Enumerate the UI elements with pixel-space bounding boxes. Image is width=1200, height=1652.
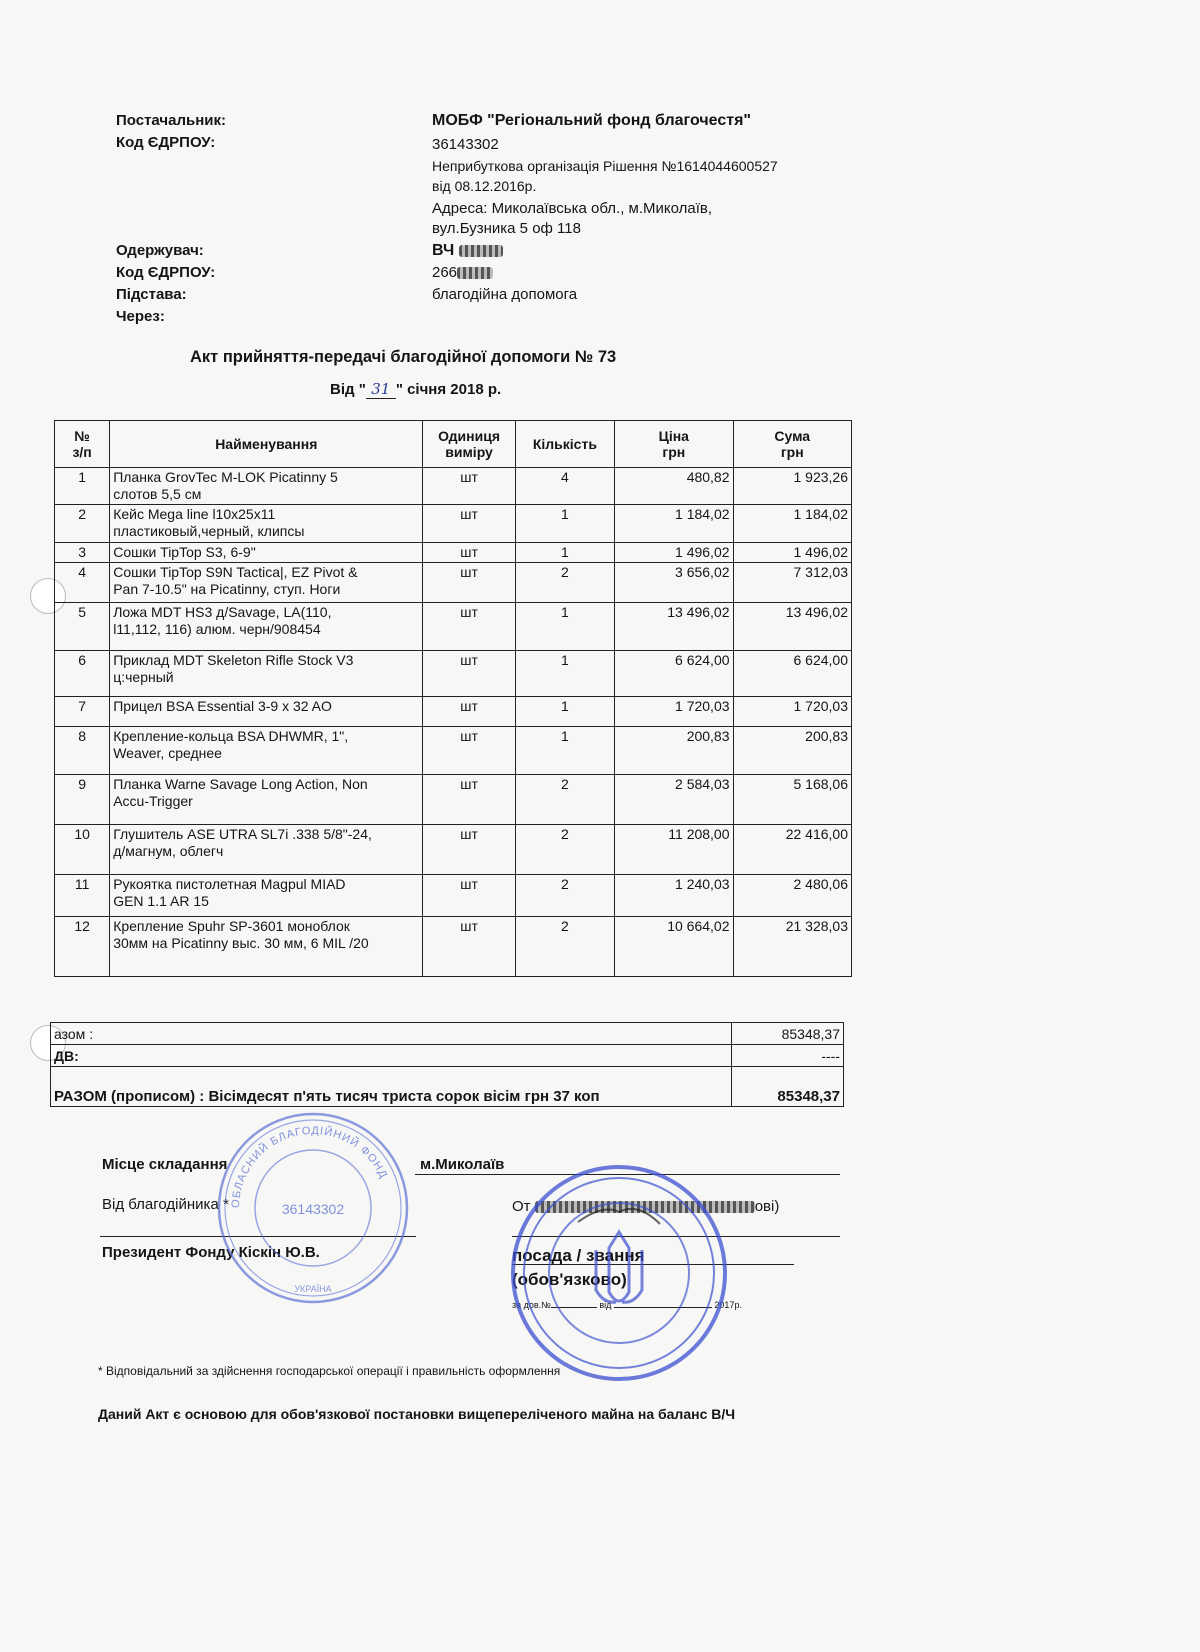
row-sum: 1 720,03 [733,697,851,727]
act-title: Акт прийняття-передачі благодійної допомоги № 73 [190,348,617,366]
totals-table [50,1022,844,1107]
row-price: 480,82 [615,468,733,505]
row-quantity: 1 [515,603,614,651]
header-price-2: грн [662,444,686,460]
redacted-mark [457,267,493,279]
header-qty: Кількість [515,421,614,468]
row-name [110,697,423,727]
row-name-line-1: Сошки TipTop S9N Tactica|, EZ Pivot & [113,564,358,580]
row-name-line-1: Ложа MDT HS3 д/Savage, LA(110, [113,604,332,620]
row-name-line-1: Кейс Mega line l10x25x11 [113,506,276,522]
row-name-line-2: ц:черный [113,669,174,685]
row-price: 1 496,02 [615,543,733,563]
row-name-line-1: Планка GrovTec M-LOK Picatinny 5 [113,469,338,485]
table-header-row [55,421,852,468]
dov-year: 2017р. [714,1300,742,1310]
act-date [330,380,501,399]
row-name [110,603,423,651]
header-num [55,421,110,468]
row-unit: шт [423,468,515,505]
row-sum: 22 416,00 [733,825,851,875]
recipient-name-text: ВЧ [432,242,455,259]
row-sum: 21 328,03 [733,917,851,977]
row-number: 1 [55,468,110,505]
supplier-note-1: Неприбуткова організація Рішення №1614044600527 [432,158,778,174]
row-price: 2 584,03 [615,775,733,825]
table-row [55,775,852,825]
row-unit: шт [423,825,515,875]
row-name-line-2: GEN 1.1 AR 15 [113,893,209,909]
trident-icon [596,1232,642,1302]
row-name-line-1: Прицел BSA Essential 3-9 x 32 AO [113,698,332,714]
table-row [55,603,852,651]
row-name-line-2: 30мм на Picatinny выс. 30 мм, 6 MIL /20 [113,935,369,951]
row-unit: шт [423,543,515,563]
stamp-ring-text: ОБЛАСНИЙ БЛАГОДІЙНИЙ ФОНД [229,1124,390,1209]
row-price: 10 664,02 [615,917,733,977]
row-number: 6 [55,651,110,697]
row-unit: шт [423,505,515,543]
recipient-code-label: Код ЄДРПОУ: [116,264,216,281]
row-unit: шт [423,875,515,917]
recipient-label: Одержувач: [116,242,204,259]
row-quantity: 1 [515,543,614,563]
footnote: * Відповідальний за здійснення господарської операції і правильність оформлення [98,1364,561,1378]
supplier-code: 36143302 [432,136,499,153]
row-name [110,468,423,505]
row-name-line-1: Сошки TipTop S3, 6-9" [113,544,256,560]
row-unit: шт [423,603,515,651]
place-value: м.Миколаїв [420,1156,505,1173]
row-number: 12 [55,917,110,977]
totals-row-words [51,1067,844,1107]
razom-label: азом : [51,1023,732,1045]
row-name-line-2: Weaver, среднее [113,745,222,761]
basis-label: Підстава: [116,286,187,303]
row-number: 10 [55,825,110,875]
totals-row-pdv [51,1045,844,1067]
row-name-line-2: д/магнум, облегч [113,843,224,859]
table-row [55,875,852,917]
row-name-line-2: Pan 7-10.5" на Picatinny, ступ. Ноги [113,581,341,597]
via-label: Через: [116,308,165,325]
row-name [110,917,423,977]
act-date-day: 31 [366,380,396,399]
row-price: 200,83 [615,727,733,775]
supplier-note-2: від 08.12.2016р. [432,178,537,194]
stamp-bottom-text: УКРАЇНА [294,1284,332,1294]
act-date-suffix: " січня 2018 р. [395,381,502,398]
unit-stamp [508,1162,730,1384]
act-date-prefix: Від " [330,381,366,398]
row-quantity: 4 [515,468,614,505]
row-number: 4 [55,563,110,603]
redacted-mark [459,245,503,257]
table-row [55,917,852,977]
row-name-line-1: Крепление Spuhr SP-3601 моноблок [113,918,350,934]
header-price [615,421,733,468]
row-name-line-1: Планка Warne Savage Long Action, Non [113,776,368,792]
signature-scribble [578,1209,660,1224]
row-number: 11 [55,875,110,917]
position-required: (обов'язково) [512,1270,627,1289]
row-sum: 5 168,06 [733,775,851,825]
row-unit: шт [423,917,515,977]
row-name [110,543,423,563]
row-name-line-2: l11,112, 116) алюм. черн/908454 [113,621,321,637]
row-name [110,775,423,825]
table-row [55,468,852,505]
row-sum: 200,83 [733,727,851,775]
header-sum [733,421,851,468]
table-row [55,825,852,875]
row-name-line-1: Глушитель ASE UTRA SL7i .338 5/8"-24, [113,826,372,842]
table-row [55,651,852,697]
row-number: 3 [55,543,110,563]
row-name-line-1: Рукоятка пистолетная Magpul MIAD [113,876,346,892]
words-label: РАЗОМ (прописом) : Вісімдесят п'ять тисяч триста сорок вісім грн 37 коп [51,1067,732,1107]
supplier-name: МОБФ "Регіональний фонд благочестя" [432,112,751,129]
header-num-1: № [74,428,90,444]
recipient-code [432,264,493,281]
supplier-code-label: Код ЄДРПОУ: [116,134,216,151]
from-donor-label: Від благодійника * [102,1196,229,1213]
words-value: 85348,37 [732,1067,844,1107]
recipient-code-text: 266 [432,264,458,281]
recipient-name [432,242,503,260]
supplier-label: Постачальник: [116,112,226,129]
table-row [55,727,852,775]
header-price-1: Ціна [658,428,689,444]
row-number: 5 [55,603,110,651]
supplier-address-1: Адреса: Миколаївська обл., м.Миколаїв, [432,200,713,217]
position-label: посада / звання [512,1246,645,1265]
stamp-code: 36143302 [281,1201,345,1217]
row-number: 7 [55,697,110,727]
row-price: 3 656,02 [615,563,733,603]
row-price: 1 720,03 [615,697,733,727]
row-quantity: 1 [515,651,614,697]
supplier-address-2: вул.Бузника 5 оф 118 [432,220,581,237]
header-name: Найменування [110,421,423,468]
table-row [55,697,852,727]
pdv-value: ---- [732,1045,844,1067]
row-price: 1 240,03 [615,875,733,917]
row-name [110,505,423,543]
basis-footer: Даний Акт є основою для обов'язкової постановки вищепереліченого майна на баланс В/Ч [98,1406,736,1422]
row-name-line-1: Приклад MDT Skeleton Rifle Stock V3 [113,652,354,668]
row-quantity: 2 [515,875,614,917]
row-sum: 1 496,02 [733,543,851,563]
row-number: 8 [55,727,110,775]
row-quantity: 2 [515,825,614,875]
row-sum: 2 480,06 [733,875,851,917]
basis-value: благодійна допомога [432,286,578,303]
row-name [110,825,423,875]
row-quantity: 1 [515,697,614,727]
row-quantity: 1 [515,505,614,543]
row-unit: шт [423,727,515,775]
header-unit-2: виміру [445,444,493,460]
table-row [55,505,852,543]
row-sum: 1 184,02 [733,505,851,543]
row-unit: шт [423,697,515,727]
row-price: 1 184,02 [615,505,733,543]
row-number: 2 [55,505,110,543]
to-recipient-text: От [512,1198,531,1215]
foundation-stamp [215,1110,411,1306]
header-sum-1: Сума [774,428,811,444]
row-name-line-1: Крепление-кольца BSA DHWMR, 1", [113,728,349,744]
row-quantity: 2 [515,917,614,977]
row-sum: 1 923,26 [733,468,851,505]
items-table [54,420,852,977]
header-unit [423,421,515,468]
row-price: 13 496,02 [615,603,733,651]
dov-prefix: за дов.№ [512,1300,551,1310]
president-name: Президент Фонду Кіскін Ю.В. [102,1244,320,1261]
row-name [110,563,423,603]
razom-value: 85348,37 [732,1023,844,1045]
pdv-label: ДВ: [51,1045,732,1067]
row-name [110,651,423,697]
row-price: 6 624,00 [615,651,733,697]
row-sum: 13 496,02 [733,603,851,651]
header-unit-1: Одиниця [438,428,500,444]
row-sum: 6 624,00 [733,651,851,697]
to-recipient-suffix: ові) [754,1198,780,1215]
header-sum-2: грн [780,444,804,460]
row-number: 9 [55,775,110,825]
row-quantity: 2 [515,563,614,603]
row-quantity: 1 [515,727,614,775]
row-name-line-2: Accu-Trigger [113,793,193,809]
row-name-line-2: слотов 5,5 см [113,486,202,502]
row-unit: шт [423,563,515,603]
row-unit: шт [423,775,515,825]
totals-row-razom [51,1023,844,1045]
header-num-2: з/п [72,444,92,460]
row-name [110,727,423,775]
row-name-line-2: пластиковый,черный, клипсы [113,523,305,539]
row-unit: шт [423,651,515,697]
row-quantity: 2 [515,775,614,825]
row-sum: 7 312,03 [733,563,851,603]
table-row [55,563,852,603]
table-row [55,543,852,563]
row-price: 11 208,00 [615,825,733,875]
place-label: Місце складання [102,1156,228,1173]
row-name [110,875,423,917]
dov-mid: від [599,1300,612,1310]
